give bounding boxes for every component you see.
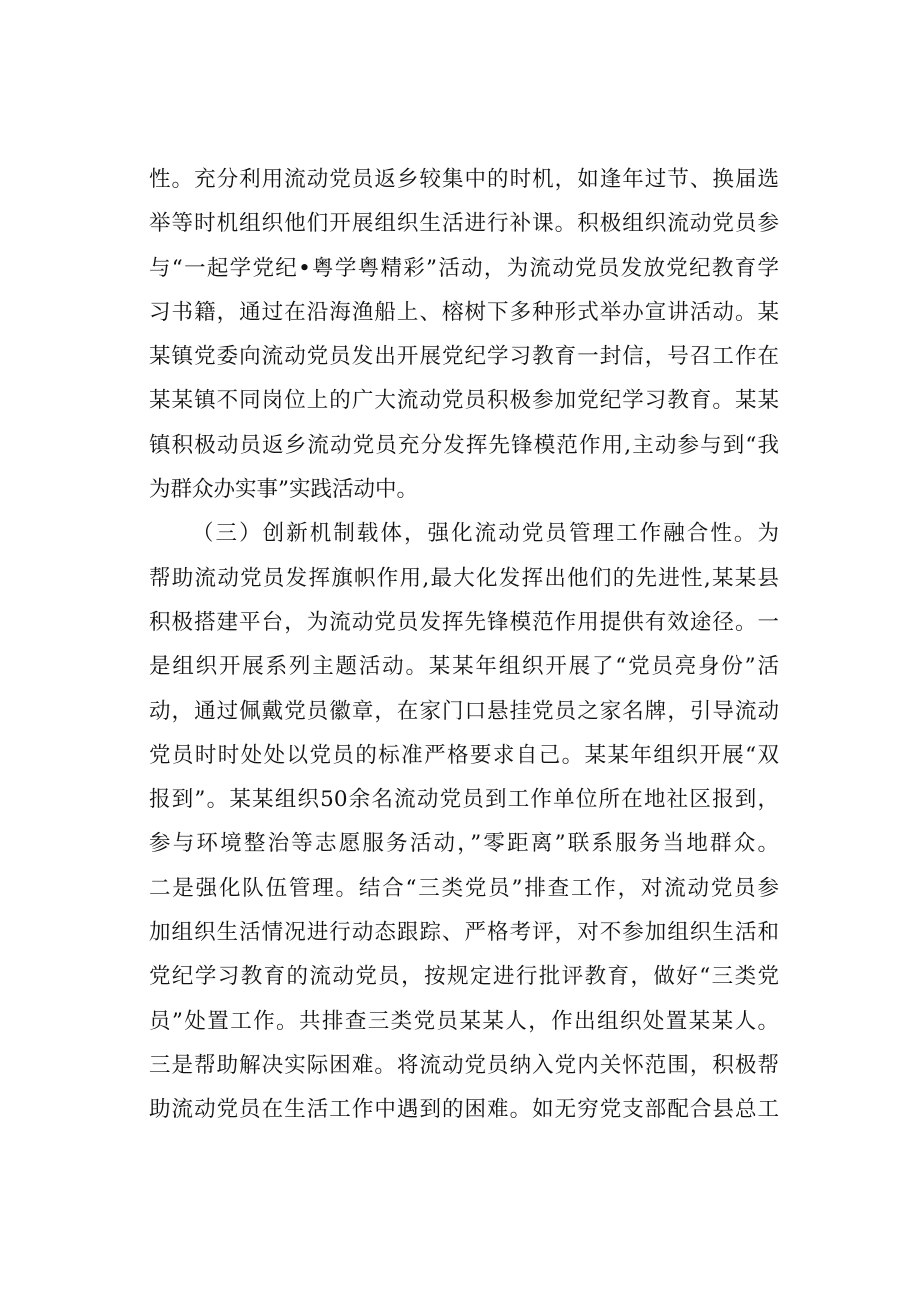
body-text [149,158,779,1133]
text-line: 三是帮助解决实际困难。将流动党员纳入党内关怀范围，积极帮 [149,1052,779,1078]
text-line: 某镇党委向流动党员发出开展党纪学习教育一封信，号召工作在 [149,344,779,370]
text-line: 为群众办实事”实践活动中。 [149,477,418,503]
section-heading-line: （三）创新机制载体，强化流动党员管理工作融合性。为 [192,521,779,547]
text-line: 二是强化队伍管理。结合“三类党员”排查工作，对流动党员参 [149,875,779,901]
text-line: 习书籍，通过在沿海渔船上、榕树下多种形式举办宣讲活动。某 [149,299,779,325]
text-line: 报到”。某某组织50余名流动党员到工作单位所在地社区报到， [149,787,779,813]
text-line: 某某镇不同岗位上的广大流动党员积极参加党纪学习教育。某某 [149,388,779,414]
text-line: 与“一起学党纪•粤学粤精彩”活动，为流动党员发放党纪教育学 [149,255,779,281]
text-line: 是组织开展系列主题活动。某某年组织开展了“党员亮身份”活 [149,654,779,680]
text-line: 帮助流动党员发挥旗帜作用,最大化发挥出他们的先进性,某某县 [149,565,779,591]
text-line: 加组织生活情况进行动态跟踪、严格考评，对不参加组织生活和 [149,920,779,946]
text-line: 党员时时处处以党员的标准严格要求自己。某某年组织开展“双 [149,742,779,768]
text-line: 举等时机组织他们开展组织生活进行补课。积极组织流动党员参 [149,211,779,237]
text-line: 积极搭建平台，为流动党员发挥先锋模范作用提供有效途径。一 [149,609,779,635]
text-line: 性。充分利用流动党员返乡较集中的时机，如逢年过节、换届选 [149,167,779,192]
text-line: 动，通过佩戴党员徽章，在家门口悬挂党员之家名牌，引导流动 [149,698,779,724]
text-line: 助流动党员在生活工作中遇到的困难。如无穷党支部配合县总工 [149,1097,779,1123]
text-line: 员”处置工作。共排查三类党员某某人，作出组织处置某某人。 [149,1008,779,1034]
text-line: 党纪学习教育的流动党员，按规定进行批评教育，做好“三类党 [149,964,779,990]
text-line: 参与环境整治等志愿服务活动，”零距离”联系服务当地群众。 [149,831,779,857]
text-line: 镇积极动员返乡流动党员充分发挥先锋模范作用,主动参与到“我 [149,432,779,458]
